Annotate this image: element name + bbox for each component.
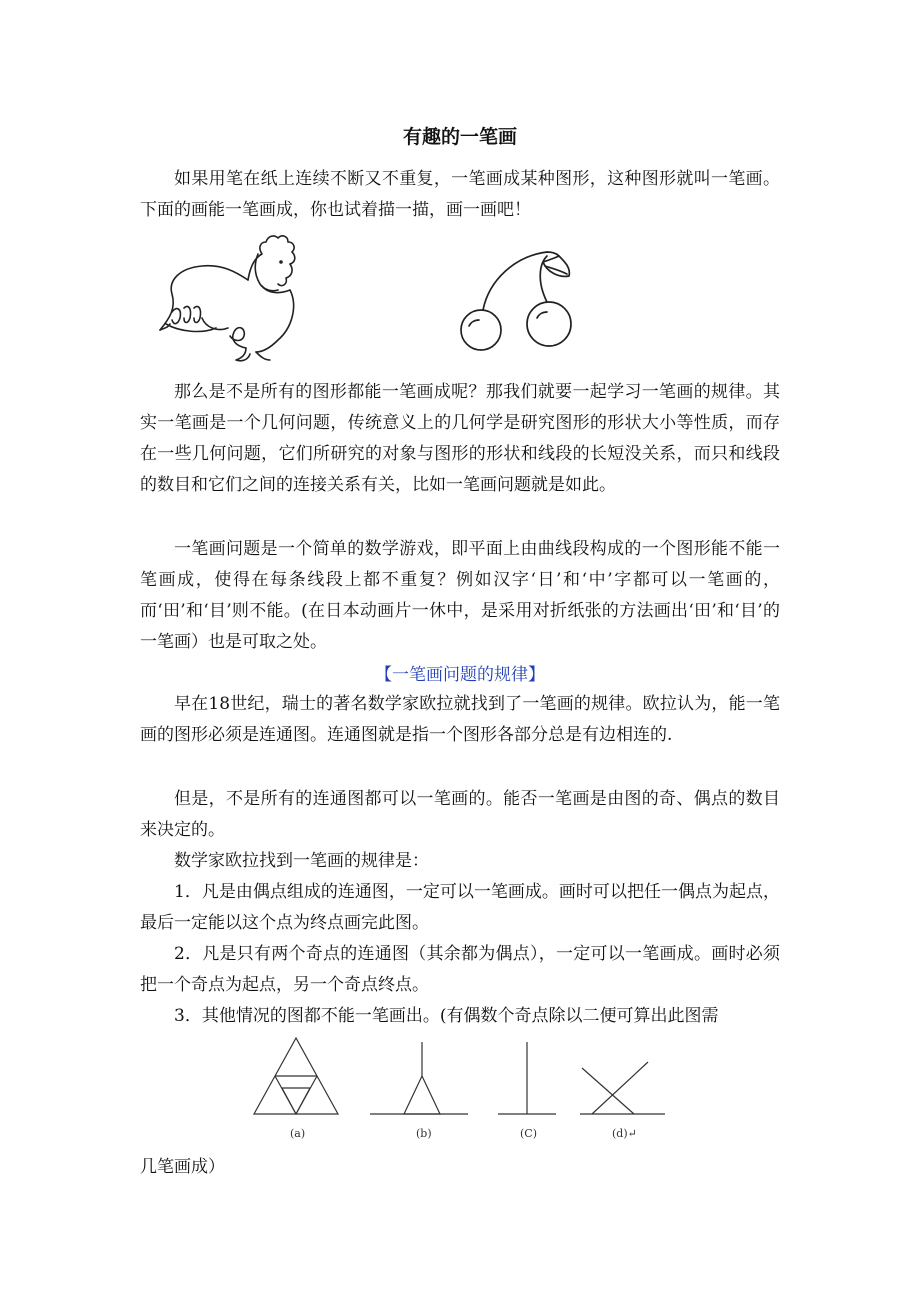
caption-c: (C) bbox=[520, 1127, 537, 1140]
paragraph-game: 一笔画问题是一个简单的数学游戏，即平面上由曲线段构成的一个图形能不能一笔画成，使得在每条线段上都不重复？例如汉字‘日’和‘中’字都可以一笔画的，而‘田’和‘目’则不能。(在日本动画片一休中，是采用对折纸张的方法画出‘田’和‘目’的一笔画）也是可取之处。 bbox=[140, 539, 780, 652]
paragraph-odd-even: 但是，不是所有的连通图都可以一笔画的。能否一笔画是由图的奇、偶点的数目来决定的。 bbox=[140, 789, 780, 840]
caption-b: (b) bbox=[416, 1127, 432, 1140]
section-heading: 【一笔画问题的规律】 bbox=[375, 665, 545, 685]
paragraph-intro: 如果用笔在纸上连续不断又不重复，一笔画成某种图形，这种图形就叫一笔画。下面的画能一笔画成，你也试着描一描，画一画吧！ bbox=[140, 169, 780, 220]
rule-item-1: 1．凡是由偶点组成的连通图，一定可以一笔画成。画时可以把任一偶点为起点，最后一定能以这个点为终点画完此图。 bbox=[140, 882, 780, 933]
paragraph-geometry: 那么是不是所有的图形都能一笔画成呢？那我们就要一起学习一笔画的规律。其实一笔画是一个几何问题，传统意义上的几何学是研究图形的形状大小等性质，而存在一些几何问题，它们所研究的对象与图形的形状和线段的长短没关系，而只和线段的数目和它们之间的连接关系有关，比如一笔画问题就是如此。 bbox=[140, 382, 780, 495]
rule-item-3: 3．其他情况的图都不能一笔画出。(有偶数个奇点除以二便可算出此图需 bbox=[174, 1006, 719, 1026]
figure-c bbox=[498, 1042, 556, 1114]
figure-b bbox=[370, 1042, 468, 1114]
figure-d bbox=[580, 1062, 665, 1114]
cherry-illustration bbox=[455, 242, 585, 362]
paragraph-rule-intro: 数学家欧拉找到一笔画的规律是： bbox=[174, 851, 429, 871]
rule-item-2: 2．凡是只有两个奇点的连通图（其余都为偶点），一定可以一笔画成。画时必须把一个奇点为起点，另一个奇点终点。 bbox=[140, 944, 780, 995]
paragraph-euler: 早在18世纪，瑞士的著名数学家欧拉就找到了一笔画的规律。欧拉认为，能一笔画的图形必须是连通图。连通图就是指一个图形各部分总是有边相连的. bbox=[140, 694, 780, 745]
document-title: 有趣的一笔画 bbox=[402, 126, 517, 148]
figure-a bbox=[254, 1038, 338, 1114]
rooster-illustration bbox=[150, 228, 310, 368]
graph-examples-figure bbox=[250, 1036, 670, 1146]
caption-d: (d)↵ bbox=[612, 1127, 637, 1140]
paragraph-ending: 几笔画成） bbox=[140, 1157, 225, 1177]
caption-a: (a) bbox=[290, 1127, 306, 1140]
